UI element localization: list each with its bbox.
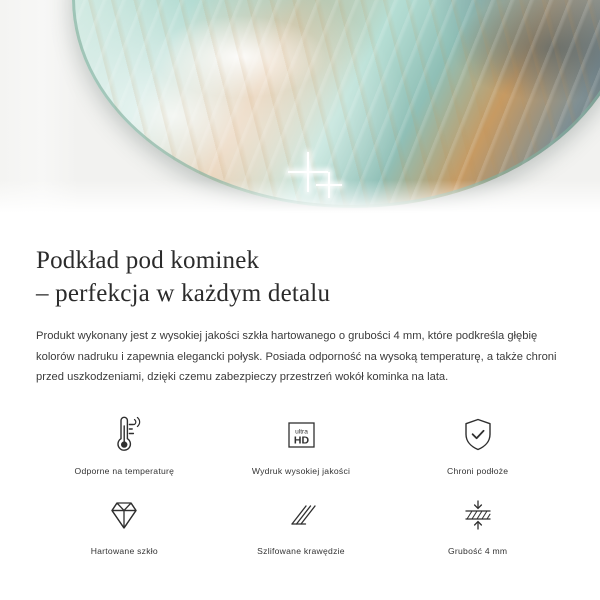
feature-item-surface-protection	[389, 414, 566, 476]
feature-grid	[36, 414, 566, 556]
glass-disc-product	[72, 0, 600, 208]
ultra-hd-icon	[280, 414, 322, 456]
hero-bottom-fade	[0, 180, 600, 222]
thickness-arrows-icon	[457, 494, 499, 536]
feature-item-tempered-glass	[36, 494, 213, 556]
svg-text:ultra: ultra	[295, 428, 308, 435]
feature-label: Hartowane szkło	[90, 545, 158, 556]
feature-item-temperature	[36, 414, 213, 476]
diamond-icon	[103, 494, 145, 536]
feature-item-thickness	[389, 494, 566, 556]
feature-item-print-quality	[213, 414, 390, 476]
shield-check-icon	[458, 414, 498, 456]
feature-label: Grubość 4 mm	[447, 545, 508, 556]
hero-image-canvas	[0, 0, 600, 222]
thermometer-icon	[104, 414, 144, 456]
content-area	[0, 222, 600, 556]
page-title	[36, 244, 566, 310]
feature-label: Odporne na temperaturę	[74, 465, 175, 476]
page-title-line-1: Podkład pod kominek	[36, 247, 260, 274]
hero-image	[0, 0, 600, 222]
svg-text:HD: HD	[293, 434, 310, 446]
polished-edges-icon	[280, 494, 322, 536]
feature-label: Wydruk wysokiej jakości	[251, 465, 351, 476]
feature-label: Szlifowane krawędzie	[257, 545, 345, 556]
feature-item-polished-edges	[213, 494, 390, 556]
feature-label: Chroni podłoże	[447, 465, 509, 476]
page-title-line-2: – perfekcja w każdym detalu	[36, 280, 331, 307]
product-description-text: Produkt wykonany jest z wysokiej jakości szkła hartowanego o grubości 4 mm, które podkreśla głębię kolorów nadruku i zapewnia elegancki połysk. Posiada odporność na wysoką temperaturę, a także chroni przed uszkodzeniami, dzięki czemu zabezpieczy przestrzeń wokół kominka na lata.	[36, 330, 557, 383]
